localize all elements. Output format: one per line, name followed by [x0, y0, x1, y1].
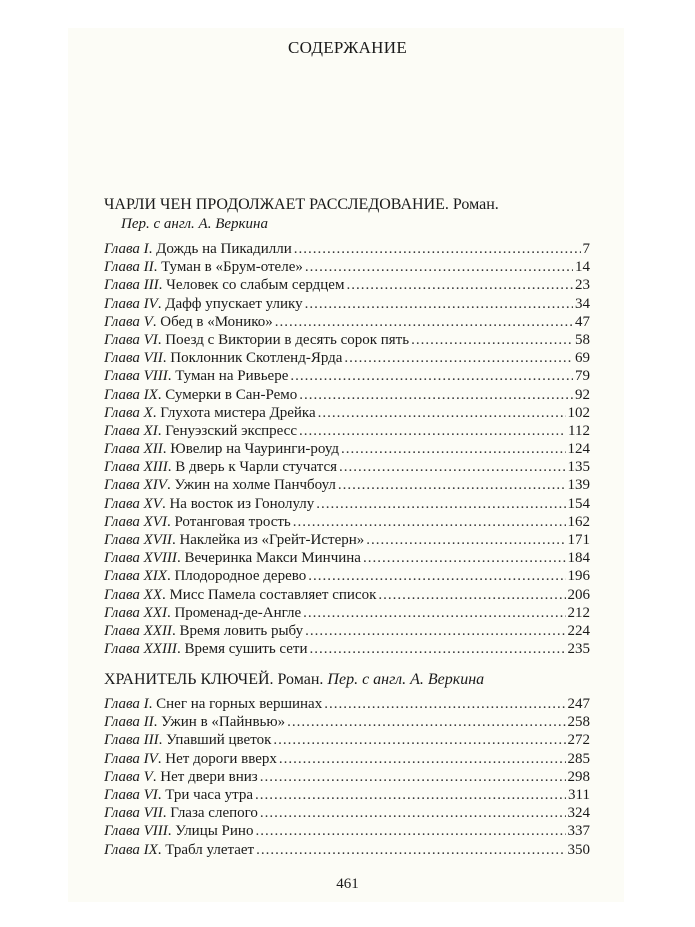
chapter-label: Глава XVIII	[104, 550, 177, 567]
toc-entry	[104, 295, 590, 313]
chapter-title: . Снег на горных вершинах	[148, 696, 323, 712]
chapter-label: Глава I	[104, 241, 149, 257]
chapter-page: 162	[567, 513, 590, 530]
section-1-heading: ЧАРЛИ ЧЕН ПРОДОЛЖАЕТ РАССЛЕДОВАНИЕ. Роман.	[104, 196, 499, 213]
chapter-label: Глава XII	[104, 441, 163, 458]
chapter-title: . Сумерки в Сан-Ремо	[157, 386, 298, 403]
chapter-label: Глава VIII	[104, 368, 168, 385]
toc-entry	[104, 440, 590, 458]
section-1-toc	[104, 240, 590, 658]
dot-leader	[305, 295, 573, 313]
chapter-title: . Поклонник Скотленд-Ярда	[162, 350, 343, 367]
chapter-label: Глава IV	[104, 750, 158, 767]
dot-leader	[303, 604, 565, 622]
chapter-page: 272	[567, 732, 590, 749]
chapter-page: 324	[567, 805, 590, 822]
chapter-title: . Человек со слабым сердцем	[158, 277, 345, 294]
dot-leader	[299, 422, 566, 440]
chapter-title: . Наклейка из «Грейт-Истерн»	[171, 532, 365, 548]
chapter-label: Глава XVI	[104, 513, 167, 530]
chapter-title: . Дафф упускает улику	[157, 295, 303, 312]
chapter-label: Глава IX	[104, 386, 158, 403]
toc-entry	[104, 404, 590, 422]
chapter-page: 79	[575, 368, 590, 385]
chapter-title: . Нет двери вниз	[152, 768, 258, 785]
chapter-label: Глава XXI	[104, 604, 167, 621]
chapter-title: . На восток из Гонолулу	[161, 495, 315, 512]
chapter-page: 124	[567, 441, 590, 458]
section-2-heading	[104, 671, 484, 689]
chapter-page: 92	[575, 386, 590, 403]
chapter-label: Глава XVII	[104, 532, 172, 548]
dot-leader	[287, 713, 565, 731]
chapter-page: 135	[567, 459, 590, 476]
chapter-title: . Улицы Рино	[167, 823, 254, 840]
chapter-page: 224	[567, 622, 590, 639]
chapter-page: 171	[567, 532, 590, 548]
chapter-title: . Время ловить рыбу	[171, 622, 304, 639]
dot-leader	[305, 622, 565, 640]
toc-entry	[104, 276, 590, 294]
chapter-title: . Ротанговая трость	[166, 513, 291, 530]
chapter-label: Глава VII	[104, 350, 163, 367]
chapter-label: Глава X	[104, 404, 153, 421]
dot-leader	[290, 367, 573, 385]
chapter-title: . Три часа утра	[157, 786, 253, 803]
chapter-page: 23	[575, 277, 590, 294]
chapter-title: . Туман на Ривьере	[167, 368, 289, 385]
dot-leader	[256, 841, 565, 859]
toc-entry	[104, 841, 590, 859]
chapter-page: 285	[567, 750, 590, 767]
toc-entry	[104, 331, 590, 349]
dot-leader	[294, 240, 581, 258]
chapter-page: 337	[567, 823, 590, 840]
toc-entry	[104, 422, 590, 440]
toc-entry	[104, 495, 590, 513]
chapter-label: Глава VIII	[104, 823, 168, 840]
chapter-title: . Обед в «Монико»	[152, 313, 273, 330]
toc-entry	[104, 750, 590, 768]
toc-entry	[104, 622, 590, 640]
section-2-toc	[104, 695, 590, 859]
chapter-label: Глава XV	[104, 495, 162, 512]
dot-leader	[363, 549, 566, 567]
toc-entry	[104, 513, 590, 531]
toc-entry	[104, 531, 590, 549]
chapter-title: . Ужин на холме Панчбоул	[166, 477, 336, 494]
chapter-label: Глава II	[104, 259, 154, 276]
chapter-title: . Ужин в «Пайнвью»	[153, 714, 286, 731]
chapter-page: 139	[567, 477, 590, 494]
chapter-title: . Мисс Памела составляет список	[161, 586, 377, 603]
dot-leader	[346, 276, 573, 294]
chapter-label: Глава VII	[104, 805, 163, 822]
dot-leader	[255, 786, 566, 804]
toc-entry	[104, 313, 590, 331]
section-1-translator: Пер. с англ. А. Веркина	[121, 216, 268, 232]
dot-leader	[275, 313, 573, 331]
chapter-label: Глава IV	[104, 295, 158, 312]
toc-entry	[104, 386, 590, 404]
chapter-title: . Ювелир на Чауринги-роуд	[162, 441, 340, 458]
chapter-page: 298	[567, 768, 590, 785]
chapter-label: Глава IX	[104, 841, 158, 858]
chapter-label: Глава XXIII	[104, 641, 177, 658]
dot-leader	[299, 386, 573, 404]
chapter-title: . Глухота мистера Дрейка	[152, 404, 316, 421]
toc-entry	[104, 458, 590, 476]
dot-leader	[338, 476, 566, 494]
chapter-title: . Променад-де-Англе	[166, 604, 302, 621]
dot-leader	[310, 640, 566, 658]
chapter-title: . Глаза слепого	[162, 805, 258, 822]
chapter-title: . Время сушить сети	[176, 641, 308, 658]
chapter-label: Глава XIX	[104, 568, 167, 585]
toc-entry	[104, 349, 590, 367]
chapter-title: . Генуэзский экспресс	[157, 422, 297, 439]
chapter-label: Глава XXII	[104, 622, 172, 639]
dot-leader	[366, 531, 565, 549]
section-2-translator: Пер. с англ. А. Веркина	[327, 671, 485, 688]
dot-leader	[378, 586, 565, 604]
chapter-label: Глава II	[104, 714, 154, 731]
chapter-page: 7	[582, 241, 590, 257]
chapter-page: 154	[567, 495, 590, 512]
chapter-page: 247	[567, 696, 590, 712]
chapter-title: . Дождь на Пикадилли	[148, 241, 292, 257]
toc-entry	[104, 549, 590, 567]
chapter-page: 235	[567, 641, 590, 658]
toc-entry	[104, 367, 590, 385]
toc-entry	[104, 786, 590, 804]
chapter-page: 184	[567, 550, 590, 567]
dot-leader	[255, 822, 565, 840]
dot-leader	[411, 331, 573, 349]
chapter-label: Глава XX	[104, 586, 162, 603]
dot-leader	[273, 731, 565, 749]
chapter-label: Глава XIII	[104, 459, 168, 476]
chapter-title: . Плодородное дерево	[166, 568, 307, 585]
chapter-page: 69	[575, 350, 590, 367]
chapter-page: 196	[567, 568, 590, 585]
chapter-page: 112	[568, 422, 590, 439]
toc-entry	[104, 768, 590, 786]
chapter-title: . В дверь к Чарли стучатся	[167, 459, 338, 476]
chapter-label: Глава V	[104, 313, 153, 330]
dot-leader	[293, 513, 566, 531]
page-title: СОДЕРЖАНИЕ	[287, 38, 408, 57]
chapter-label: Глава VI	[104, 331, 158, 348]
toc-entry	[104, 713, 590, 731]
chapter-title: . Упавший цветок	[158, 732, 272, 749]
chapter-page: 58	[575, 331, 590, 348]
chapter-label: Глава III	[104, 732, 159, 749]
chapter-page: 14	[575, 259, 590, 276]
toc-entry	[104, 822, 590, 840]
toc-entry	[104, 695, 590, 713]
toc-entry	[104, 731, 590, 749]
page-number: 461	[336, 876, 359, 892]
chapter-page: 212	[567, 604, 590, 621]
chapter-page: 47	[575, 313, 590, 330]
chapter-page: 311	[568, 786, 590, 803]
dot-leader	[341, 440, 565, 458]
dot-leader	[305, 258, 573, 276]
chapter-label: Глава XIV	[104, 477, 167, 494]
dot-leader	[339, 458, 565, 476]
chapter-label: Глава VI	[104, 786, 158, 803]
chapter-page: 34	[575, 295, 590, 312]
toc-entry	[104, 258, 590, 276]
dot-leader	[260, 768, 566, 786]
chapter-title: . Трабл улетает	[157, 841, 255, 858]
toc-entry	[104, 240, 590, 258]
chapter-label: Глава XI	[104, 422, 158, 439]
chapter-title: . Нет дороги вверх	[157, 750, 277, 767]
chapter-page: 350	[567, 841, 590, 858]
chapter-label: Глава I	[104, 696, 149, 712]
chapter-title: . Туман в «Брум-отеле»	[153, 259, 303, 276]
dot-leader	[279, 750, 566, 768]
dot-leader	[324, 695, 565, 713]
toc-entry	[104, 640, 590, 658]
toc-entry	[104, 604, 590, 622]
chapter-label: Глава V	[104, 768, 153, 785]
chapter-page: 102	[567, 404, 590, 421]
toc-entry	[104, 804, 590, 822]
toc-entry	[104, 476, 590, 494]
dot-leader	[260, 804, 566, 822]
section-2-title: ХРАНИТЕЛЬ КЛЮЧЕЙ. Роман.	[104, 671, 324, 688]
dot-leader	[316, 495, 565, 513]
dot-leader	[344, 349, 573, 367]
toc-entry	[104, 567, 590, 585]
chapter-page: 206	[567, 586, 590, 603]
chapter-title: . Поезд с Виктории в десять сорок пять	[157, 331, 410, 348]
dot-leader	[308, 567, 565, 585]
chapter-title: . Вечеринка Макси Минчина	[176, 550, 361, 567]
dot-leader	[318, 404, 566, 422]
toc-entry	[104, 586, 590, 604]
chapter-label: Глава III	[104, 277, 159, 294]
chapter-page: 258	[567, 714, 590, 731]
